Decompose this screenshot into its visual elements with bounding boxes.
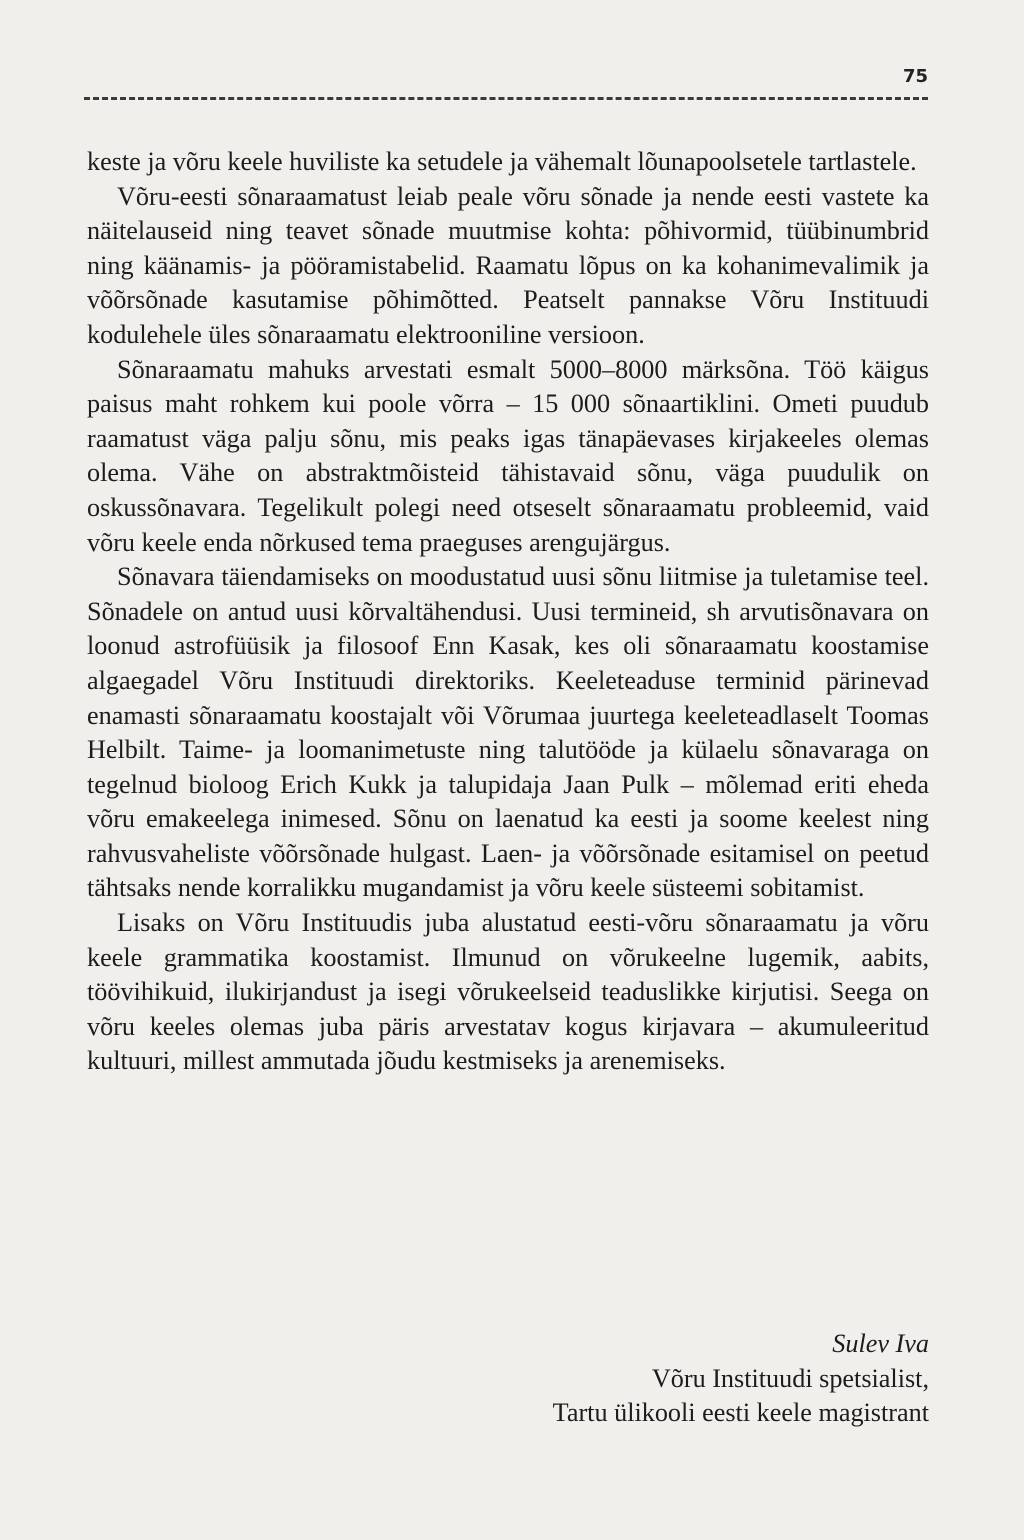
article-body xyxy=(87,145,929,1079)
paragraph-3: Sõnaraamatu mahuks arvestati esmalt 5000–8000 märksõna. Töö käigus paisus maht rohkem kui poole võrra – 15 000 sõnaartiklini. Ometi puudub raamatust väga palju sõnu, mis peaks igas tänapäevases kirjakeeles olemas olema. Vähe on abstraktmõisteid tähistavaid sõnu, väga puudulik on oskussõnavara. Tegelikult polegi need otseselt sõnaraamatu probleemid, vaid võru keele enda nõrkused tema praeguses arengujärgus. xyxy=(87,354,929,557)
paragraph-4: Sõnavara täiendamiseks on moodustatud uusi sõnu liitmise ja tuletamise teel. Sõnadele on antud uusi kõrvaltähendusi. Uusi termineid, sh arvutisõnavara on loonud astrofüüsik ja filosoof Enn Kasak, kes oli sõnaraamatu koostamise algaegadel Võru Instituudi direktoriks. Keeleteaduse terminid pärinevad enamasti sõnaraamatu koostajalt või Võrumaa juurtega keeleteadlaselt Toomas Helbilt. Taime- ja loomanimetuste ning talutööde ja külaelu sõnavaraga on tegelnud bioloog Erich Kukk ja talupidaja Jaan Pulk – mõlemad eriti eheda võru emakeelega inimesed. Sõnu on laenatud ka eesti ja soome keelest ning rahvusvaheliste võõrsõnade hulgast. Laen- ja võõrsõnade esitamisel on peetud tähtsaks nende korralikku mugandamist ja võru keele süsteemi sobitamist. xyxy=(87,562,929,903)
author-affiliation: Tartu ülikooli eesti keele magistrant xyxy=(552,1398,929,1428)
author-signature xyxy=(553,1327,929,1431)
author-position: Võru Instituudi spetsialist, xyxy=(651,1363,929,1393)
paragraph-5: Lisaks on Võru Instituudis juba alustatud eesti-võru sõnaraamatu ja võru keele grammatika koostamist. Ilmunud on võrukeelne lugemik, aabits, töövihikuid, ilukirjandust ja isegi võrukeelseid teaduslikke kirjutisi. Seega on võru keeles olemas juba päris arvestatav kogus kirjavara – akumuleeritud kultuuri, millest ammutada jõudu kestmiseks ja arenemiseks. xyxy=(87,908,929,1076)
paragraph-1: keste ja võru keele huviliste ka setudele ja vähemalt lõunapoolsetele tartlastele. xyxy=(87,147,917,176)
paragraph-2: Võru-eesti sõnaraamatust leiab peale võru sõnade ja nende eesti vastete ka näitelauseid ning teavet sõnade muutmise kohta: põhivormid, tüübinumbrid ning käänamis- ja pööramistabelid. Raamatu lõpus on ka kohanimevalimik ja võõrsõnade kasutamise põhimõtted. Peatselt pannakse Võru Instituudi kodulehele üles sõnaraamatu elektrooniline versioon. xyxy=(87,181,929,349)
header-divider xyxy=(84,97,928,100)
page-number: 75 xyxy=(902,66,928,87)
author-name: Sulev Iva xyxy=(832,1329,929,1358)
